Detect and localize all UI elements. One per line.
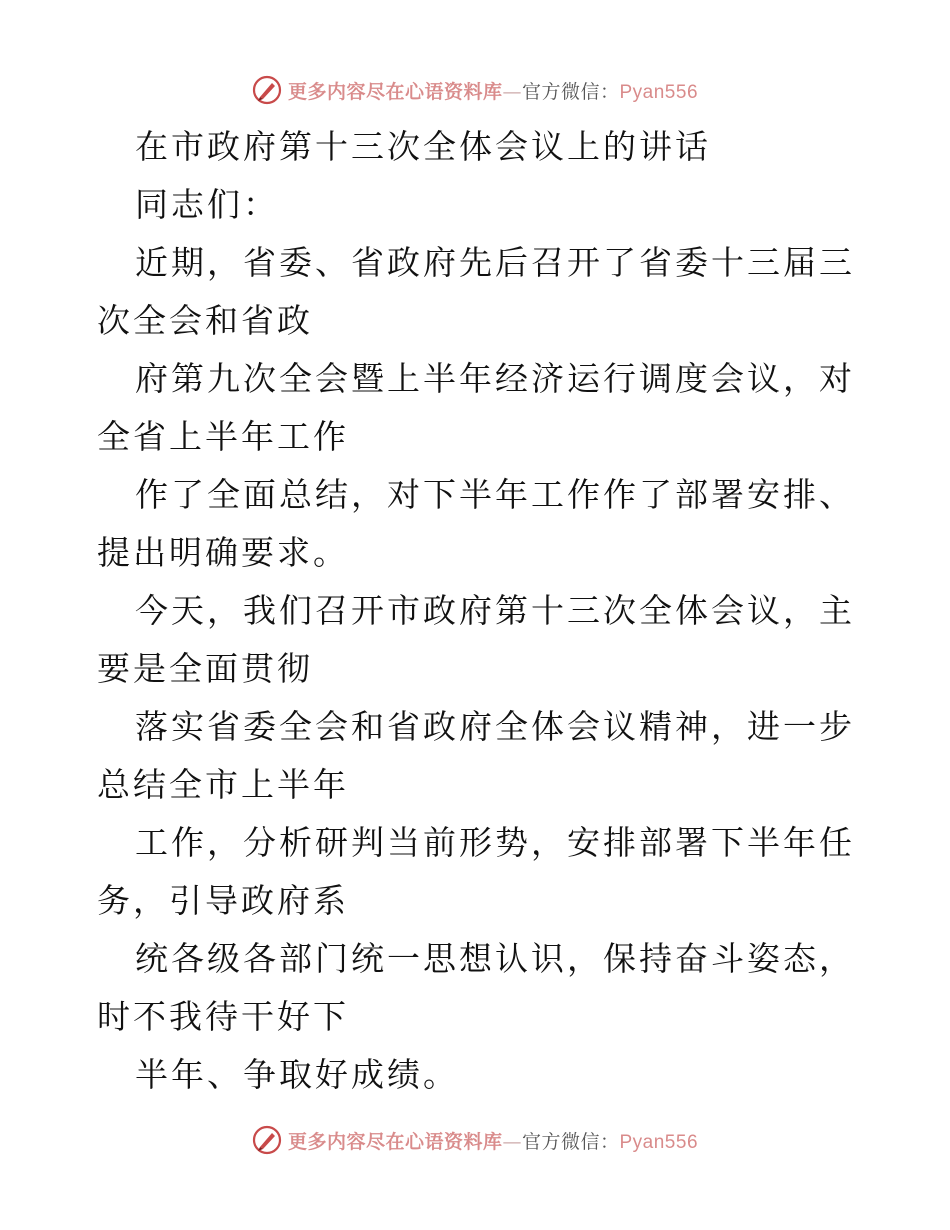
paragraph: 近期，省委、省政府先后召开了省委十三届三次全会和省政 — [97, 243, 855, 340]
watermark-label: 官方微信： — [521, 80, 620, 103]
watermark-separator: — — [502, 80, 522, 103]
salutation: 同志们： — [135, 185, 279, 224]
paragraph: 落实省委全会和省政府全体会议精神，进一步总结全市上半年 — [97, 707, 855, 804]
paragraph: 统各级各部门统一思想认识，保持奋斗姿态，时不我待干好下 — [97, 939, 855, 1036]
paragraph: 今天，我们召开市政府第十三次全体会议，主要是全面贯彻 — [97, 591, 855, 688]
pen-logo-icon — [252, 75, 282, 105]
watermark-text — [288, 77, 698, 104]
document-title: 在市政府第十三次全体会议上的讲话 — [135, 127, 711, 166]
watermark-brand: 更多内容尽在心语资料库 — [287, 80, 503, 103]
watermark-brand: 更多内容尽在心语资料库 — [287, 1130, 503, 1153]
watermark-id: Pyan556 — [619, 81, 699, 103]
document-body — [97, 118, 857, 1104]
watermark-separator: — — [502, 1130, 522, 1153]
header-watermark — [0, 70, 950, 110]
paragraph: 半年、争取好成绩。 — [135, 1055, 459, 1094]
paragraph: 府第九次全会暨上半年经济运行调度会议，对全省上半年工作 — [97, 359, 855, 456]
paragraph: 工作，分析研判当前形势，安排部署下半年任务，引导政府系 — [97, 823, 855, 920]
watermark-text — [288, 1127, 698, 1154]
footer-watermark — [0, 1120, 950, 1160]
pen-logo-icon — [252, 1125, 282, 1155]
paragraph: 作了全面总结，对下半年工作作了部署安排、提出明确要求。 — [97, 475, 855, 572]
watermark-id: Pyan556 — [619, 1131, 699, 1153]
watermark-label: 官方微信： — [521, 1130, 620, 1153]
